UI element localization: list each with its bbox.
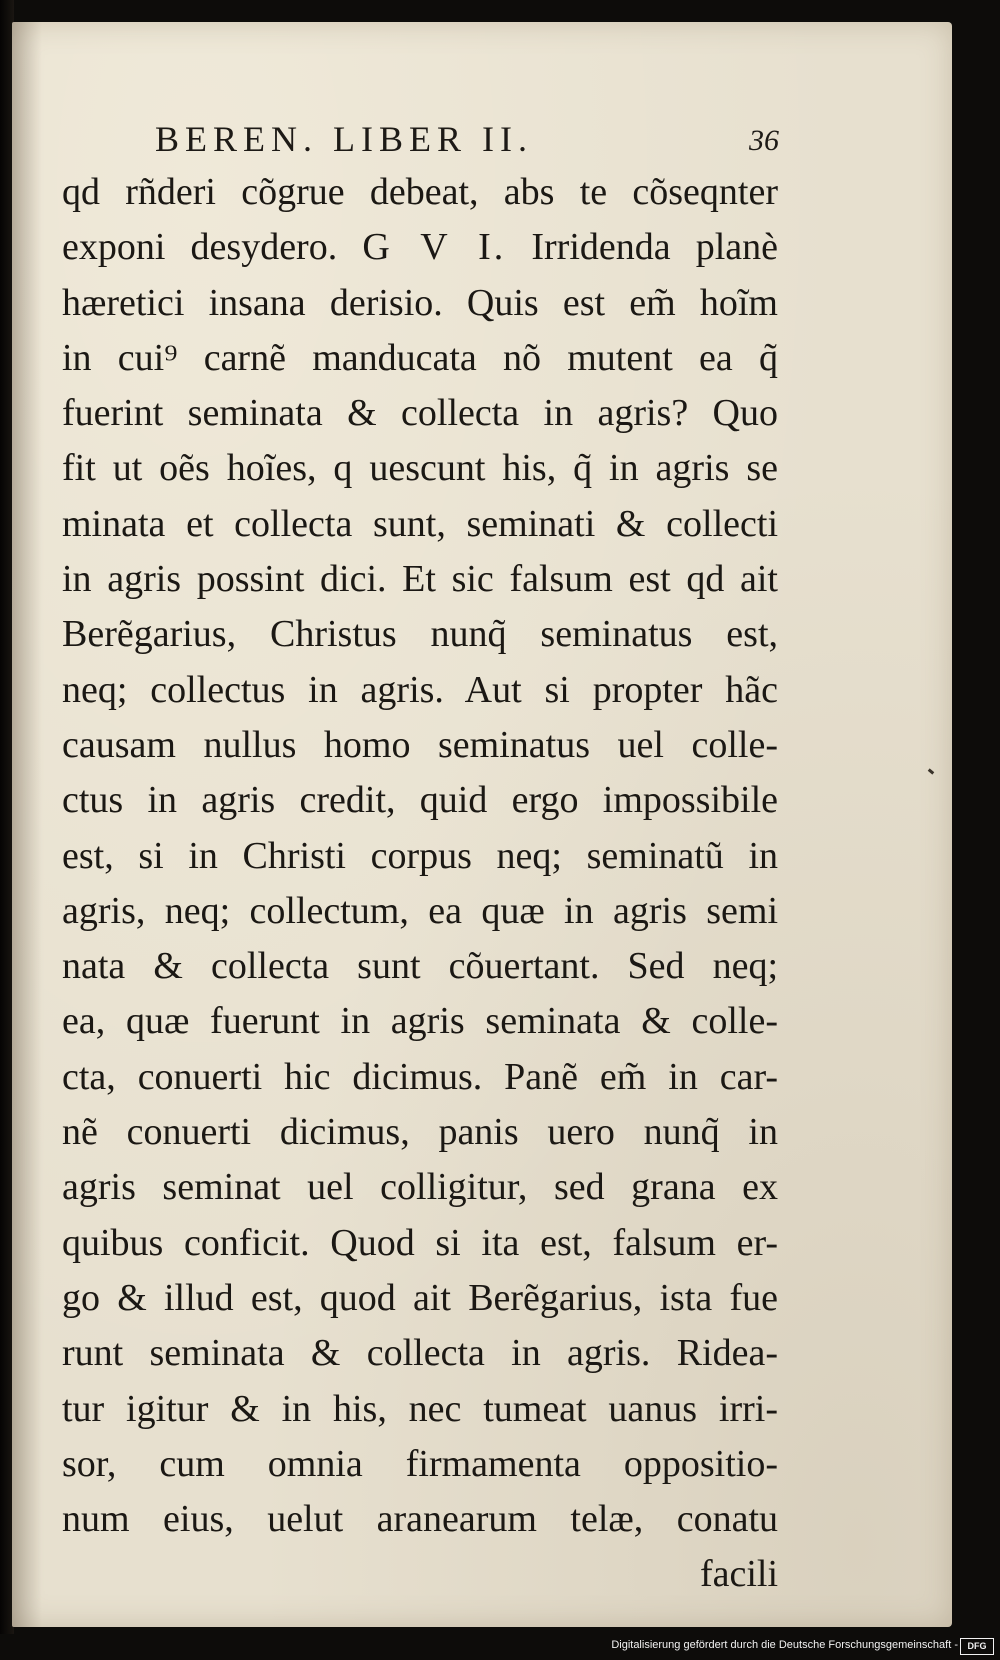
page-gutter-shading (12, 22, 42, 1627)
dfg-logo-icon: DFG (960, 1638, 994, 1655)
text-line: sor, cum omnia firmamenta oppositio- (62, 1442, 778, 1485)
text-line: fuerint seminata & collecta in agris? Quo (62, 392, 778, 435)
text-line: est, si in Christi corpus neq; seminatũ in (62, 834, 778, 877)
text-line: qd rñderi cõgrue debeat, abs te cõseqnter (62, 171, 778, 213)
speaker-label: G V I. (362, 226, 507, 269)
text-line: fit ut oẽs hoĩes, q uescunt his, q̃ in agris se (62, 447, 778, 490)
text-line: agris, neq; collectum, ea quæ in agris semi (62, 889, 778, 932)
text-line: in agris possint dici. Et sic falsum est qd ait (62, 558, 778, 601)
text-line: ctus in agris credit, quid ergo impossibile (62, 779, 778, 822)
text-line: quibus conficit. Quod si ita est, falsum er- (62, 1221, 778, 1264)
text-line: hæretici insana derisio. Quis est em̃ hoĩm (62, 281, 778, 324)
funding-credit: Digitalisierung gefördert durch die Deutsche Forschungsgemeinschaft - (611, 1639, 958, 1651)
body-text (62, 165, 778, 1603)
text-line: Berẽgarius, Christus nunq̃ seminatus est, (62, 613, 778, 656)
text-line-end: Irridenda planè (531, 226, 778, 269)
text-line-start: exponi desydero. (62, 226, 338, 269)
text-line: minata et collecta sunt, seminati & collecti (62, 502, 778, 545)
text-line: nata & collecta sunt cõuertant. Sed neq; (62, 945, 778, 988)
running-head (155, 118, 779, 168)
text-line (62, 220, 778, 275)
text-line: nẽ conuerti dicimus, panis uero nunq̃ in (62, 1111, 778, 1154)
text-line: in cui⁹ carnẽ manducata nõ mutent ea q̃ (62, 336, 778, 379)
page-number: 36 (749, 124, 779, 157)
text-line: cta, conuerti hic dicimus. Panẽ em̃ in car- (62, 1055, 778, 1098)
running-head-title: BEREN. LIBER II. (155, 119, 533, 159)
text-line: ea, quæ fuerunt in agris seminata & colle- (62, 1000, 778, 1043)
text-line: tur igitur & in his, nec tumeat uanus irri- (62, 1387, 778, 1430)
text-line: go & illud est, quod ait Berẽgarius, ista fue (62, 1276, 778, 1319)
text-line: agris seminat uel colligitur, sed grana ex (62, 1166, 778, 1209)
digitization-footer (0, 1634, 1000, 1660)
text-line: num eius, uelut aranearum telæ, conatu (62, 1498, 778, 1541)
text-line: runt seminata & collecta in agris. Ridea- (62, 1332, 778, 1375)
catchword: facili (699, 1553, 778, 1596)
text-line: neq; collectus in agris. Aut si propter hãc (62, 668, 778, 711)
text-line: causam nullus homo seminatus uel colle- (62, 723, 778, 766)
